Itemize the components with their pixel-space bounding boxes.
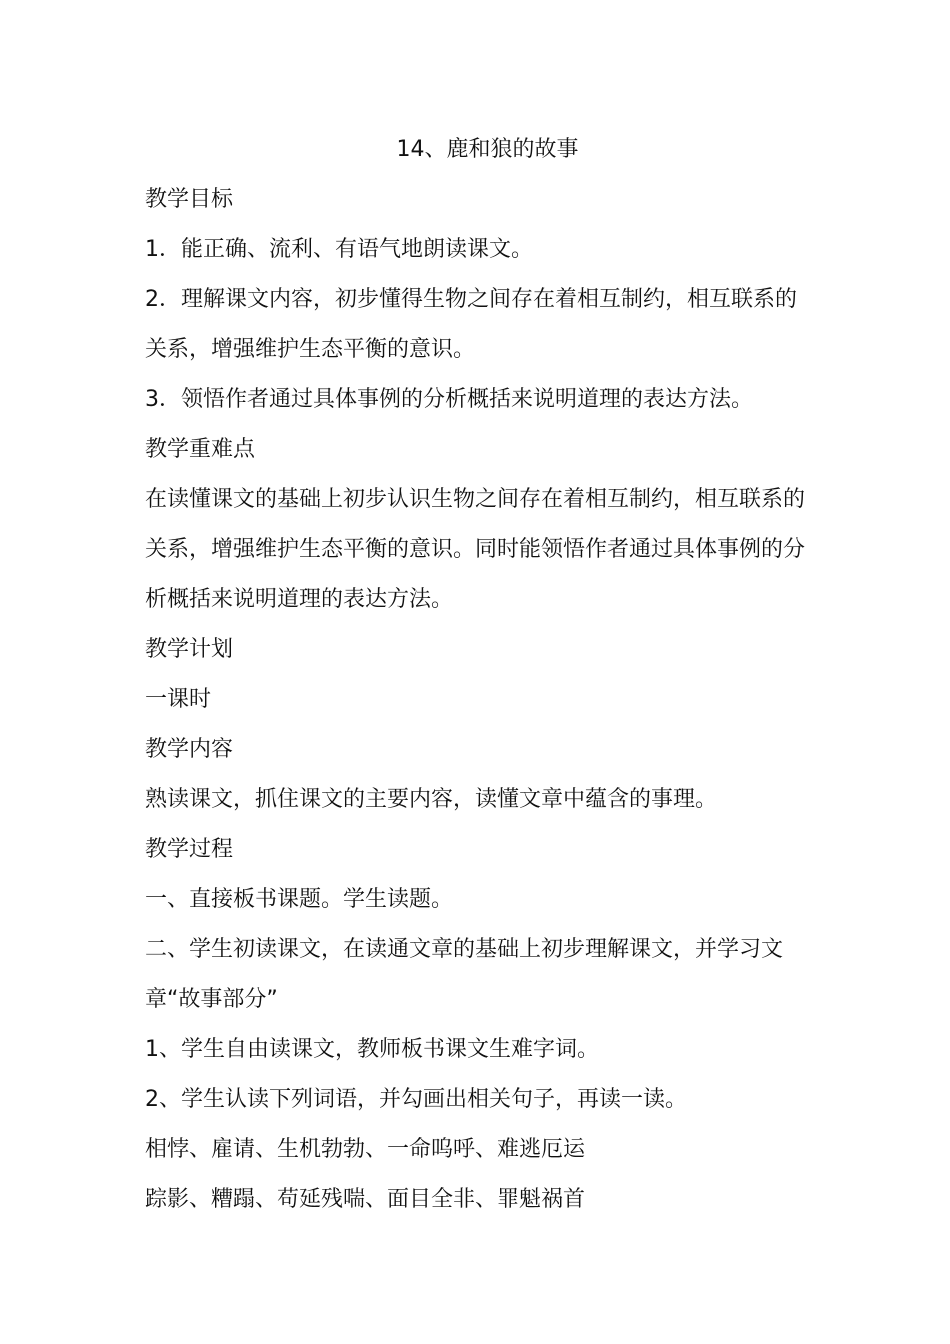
process-substep-2: 2、学生认读下列词语，并勾画出相关句子，再读一读。 [145,1087,687,1112]
key-difficulties-text: 在读懂课文的基础上初步认识生物之间存在着相互制约，相互联系的关系，增强维护生态平衡的意识。同时能领悟作者通过具体事例的分析概括来说明道理的表达方法。 [145,487,806,612]
goal-item-1: 1．能正确、流利、有语气地朗读课文。 [145,237,533,262]
document-body [145,125,810,1225]
heading-teaching-process: 教学过程 [145,837,234,862]
goal-item-3: 3．领悟作者通过具体事例的分析概括来说明道理的表达方法。 [145,387,753,412]
goal-item-2: 2．理解课文内容，初步懂得生物之间存在着相互制约，相互联系的关系，增强维护生态平衡的意识。 [145,287,797,362]
heading-key-difficulties: 教学重难点 [145,437,256,462]
heading-teaching-plan: 教学计划 [145,637,234,662]
heading-teaching-content: 教学内容 [145,737,234,762]
teaching-content-text: 熟读课文，抓住课文的主要内容，读懂文章中蕴含的事理。 [145,787,718,812]
teaching-plan-text: 一课时 [145,687,212,712]
process-step-1: 一、直接板书课题。学生读题。 [145,887,454,912]
document-title: 14、鹿和狼的故事 [396,137,579,162]
heading-teaching-goals: 教学目标 [145,187,234,212]
vocabulary-line-2: 踪影、糟蹋、苟延残喘、面目全非、罪魁祸首 [145,1187,586,1212]
vocabulary-line-1: 相悖、雇请、生机勃勃、一命呜呼、难逃厄运 [145,1137,586,1162]
process-substep-1: 1、学生自由读课文，教师板书课文生难字词。 [145,1037,599,1062]
process-step-2: 二、学生初读课文，在读通文章的基础上初步理解课文，并学习文章“故事部分” [145,937,784,1012]
